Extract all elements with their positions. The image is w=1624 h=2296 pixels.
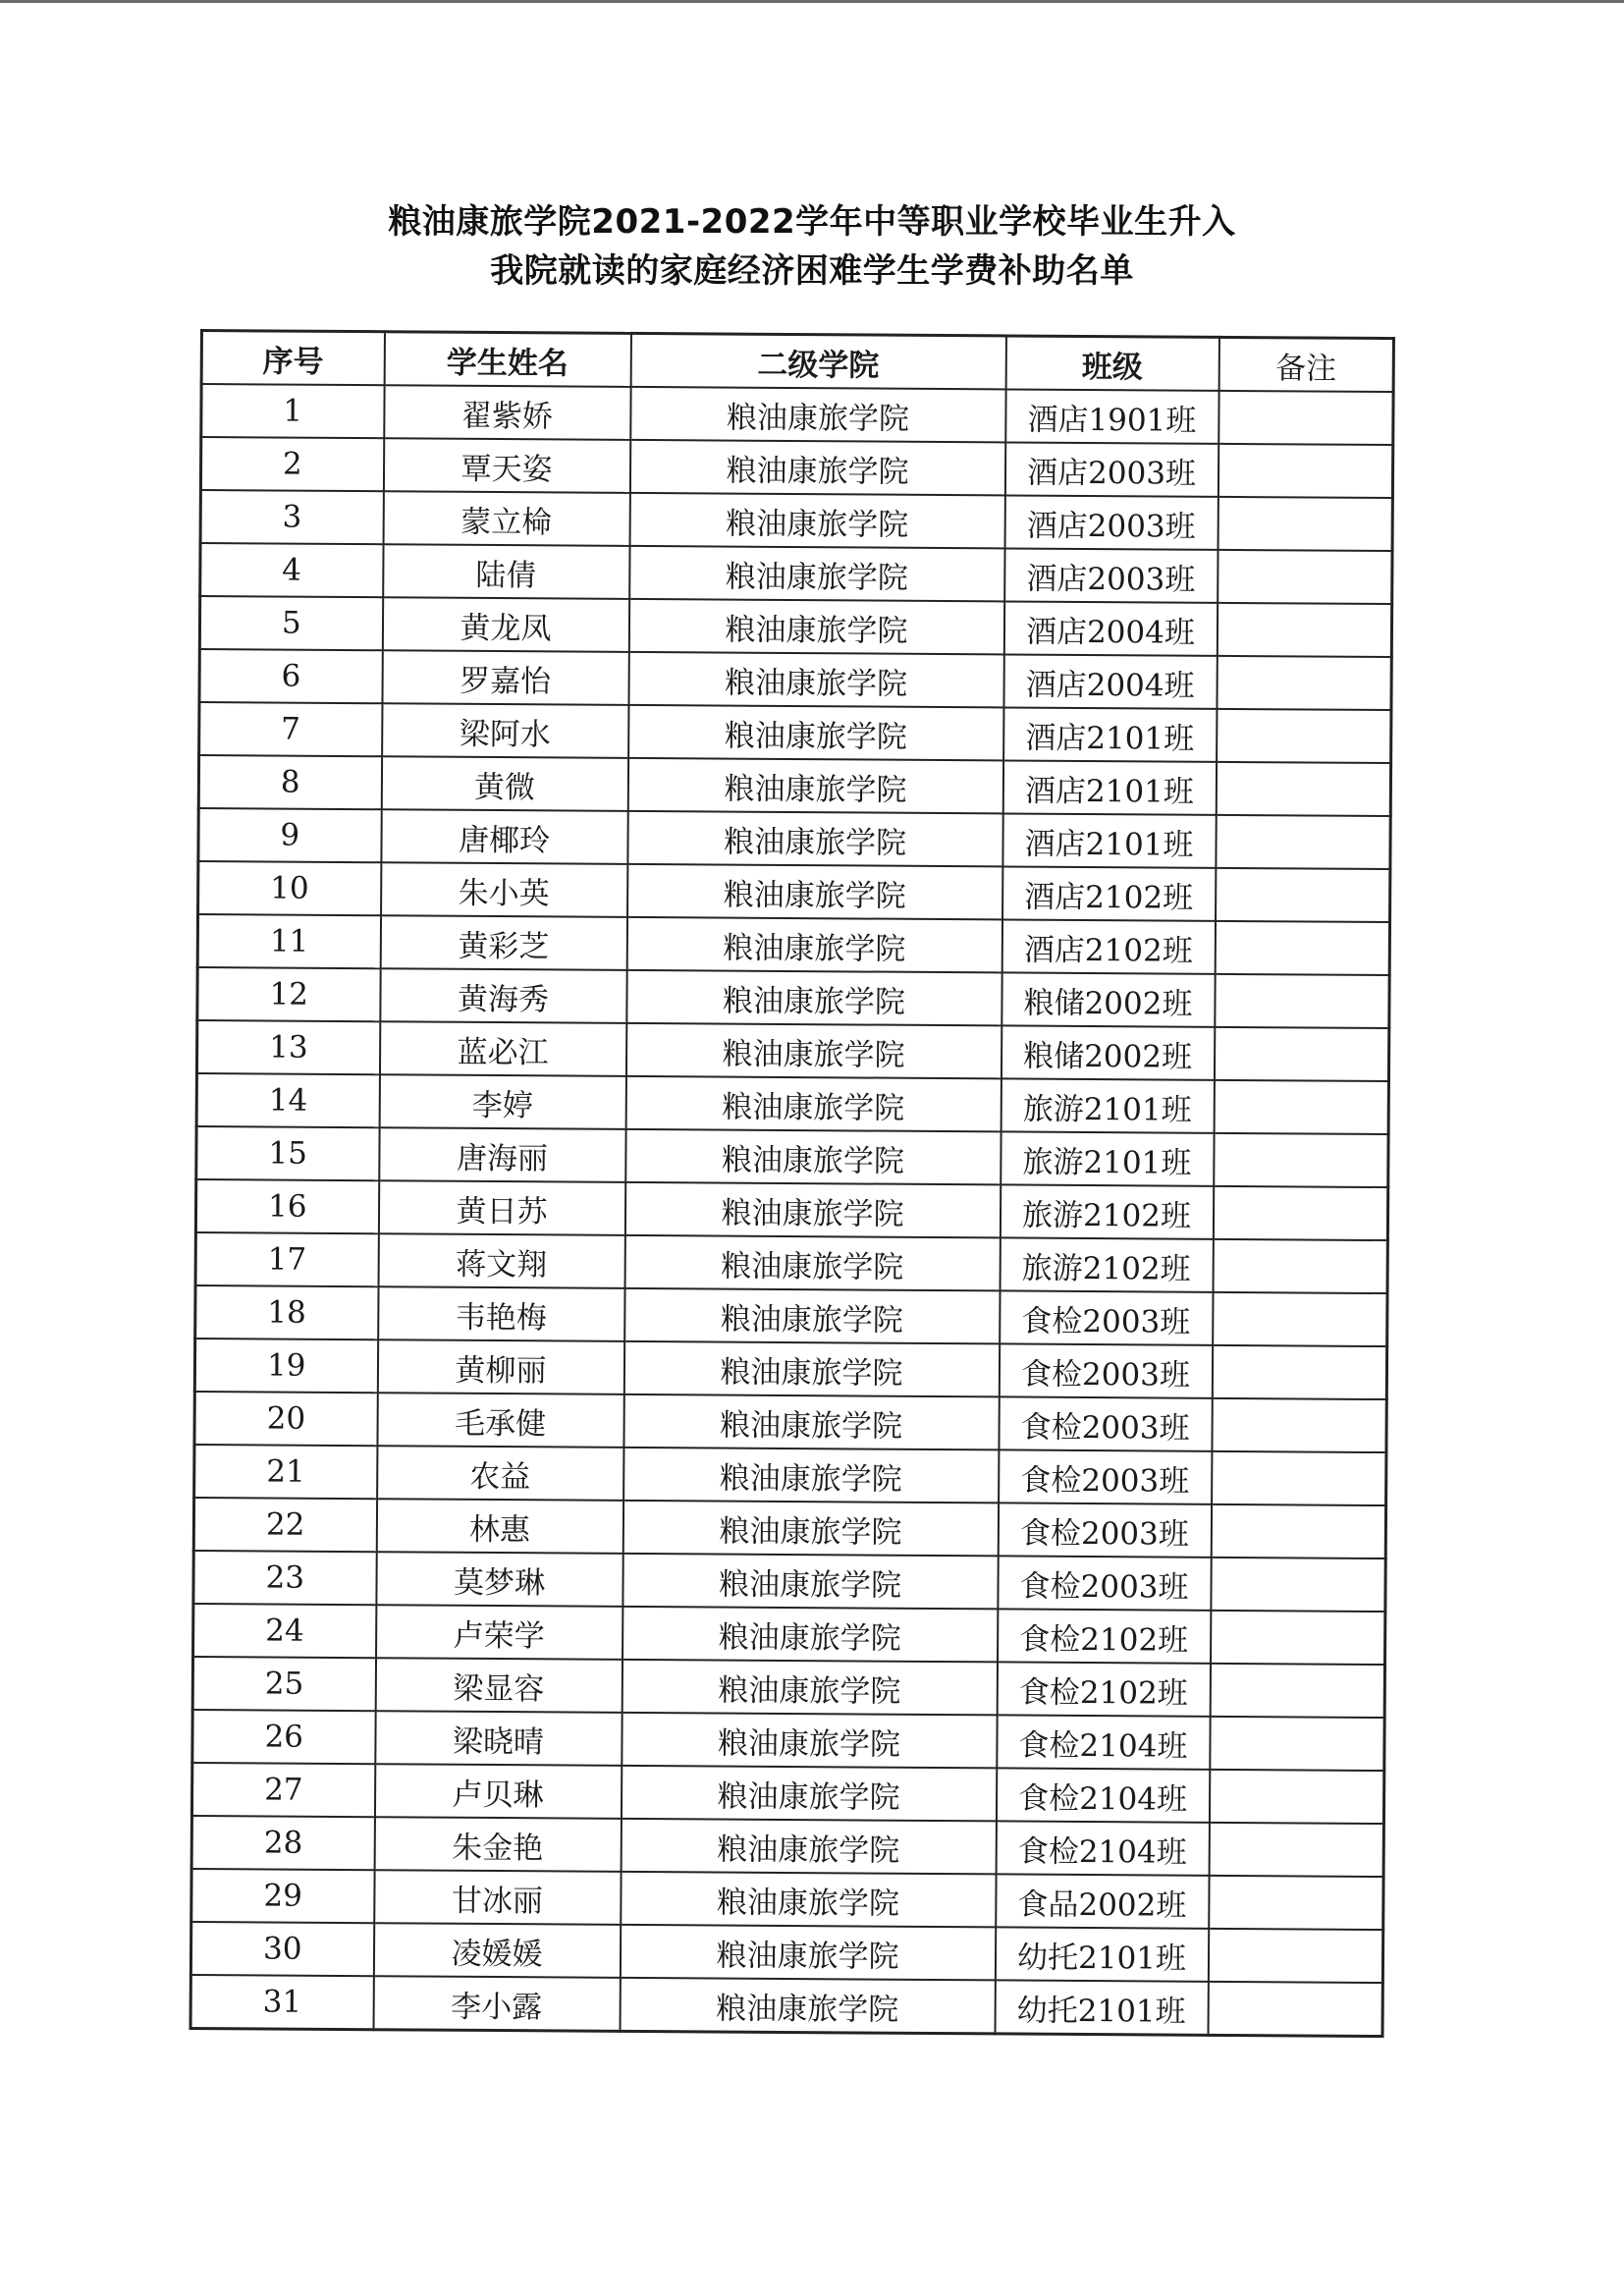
- cell-index: 30: [190, 1922, 373, 1976]
- cell-index: 16: [195, 1179, 378, 1233]
- cell-class: 食检2104班: [996, 1821, 1209, 1875]
- cell-student-name: 朱金艳: [374, 1817, 621, 1872]
- cell-class: 幼托2101班: [995, 1927, 1208, 1981]
- cell-class: 酒店2101班: [1002, 813, 1216, 867]
- cell-student-name: 翟紫娇: [384, 385, 630, 440]
- cell-remark: [1208, 1929, 1382, 1983]
- cell-class: 食检2003班: [999, 1449, 1212, 1503]
- cell-index: 25: [192, 1657, 375, 1711]
- cell-college: 粮油康旅学院: [624, 1288, 1000, 1344]
- table-row: [190, 1975, 1382, 2037]
- cell-college: 粮油康旅学院: [621, 1766, 996, 1822]
- cell-remark: [1213, 1292, 1387, 1346]
- cell-college: 粮油康旅学院: [624, 1182, 1000, 1238]
- cell-class: 酒店2101班: [1002, 760, 1216, 814]
- cell-index: 2: [200, 437, 383, 491]
- cell-remark: [1216, 762, 1390, 816]
- cell-index: 8: [198, 755, 381, 809]
- cell-index: 29: [191, 1869, 374, 1923]
- cell-college: 粮油康旅学院: [626, 917, 1001, 973]
- cell-remark: [1213, 1239, 1387, 1293]
- cell-college: 粮油康旅学院: [623, 1554, 998, 1610]
- header-index: 序号: [201, 331, 384, 386]
- cell-student-name: 梁显容: [375, 1658, 622, 1713]
- cell-remark: [1211, 1504, 1385, 1558]
- table-row: [194, 1339, 1386, 1399]
- cell-student-name: 黄微: [381, 756, 627, 811]
- cell-class: 旅游2102班: [1000, 1184, 1213, 1238]
- cell-college: 粮油康旅学院: [623, 1394, 999, 1450]
- cell-index: 21: [194, 1445, 377, 1499]
- cell-class: 酒店2102班: [1002, 866, 1216, 920]
- cell-index: 7: [199, 702, 382, 756]
- cell-student-name: 李小露: [373, 1976, 620, 2031]
- cell-remark: [1216, 815, 1390, 869]
- cell-college: 粮油康旅学院: [623, 1607, 998, 1663]
- table-row: [195, 1285, 1387, 1346]
- cell-class: 幼托2101班: [995, 1980, 1208, 2035]
- cell-remark: [1217, 603, 1391, 657]
- header-college: 二级学院: [630, 333, 1005, 389]
- cell-remark: [1209, 1770, 1383, 1824]
- cell-student-name: 黄龙凤: [382, 597, 628, 652]
- table-row: [199, 596, 1391, 657]
- cell-index: 23: [193, 1551, 376, 1605]
- cell-college: 粮油康旅学院: [621, 1872, 996, 1928]
- cell-student-name: 莫梦琳: [376, 1552, 623, 1607]
- cell-remark: [1217, 656, 1391, 710]
- cell-college: 粮油康旅学院: [627, 758, 1002, 814]
- table-row: [192, 1710, 1384, 1771]
- cell-remark: [1211, 1558, 1385, 1612]
- cell-class: 食品2002班: [996, 1874, 1209, 1928]
- cell-remark: [1208, 1982, 1382, 2037]
- cell-remark: [1216, 868, 1390, 922]
- cell-class: 食检2102班: [998, 1609, 1211, 1663]
- table-row: [196, 1020, 1388, 1081]
- cell-student-name: 黄彩芝: [380, 915, 626, 970]
- cell-index: 9: [198, 808, 381, 862]
- table-row: [190, 1922, 1382, 1983]
- cell-student-name: 黄海秀: [380, 968, 626, 1023]
- table-row: [197, 967, 1389, 1028]
- cell-index: 15: [196, 1126, 379, 1180]
- cell-class: 旅游2102班: [1000, 1237, 1213, 1291]
- table-row: [201, 384, 1393, 445]
- cell-index: 17: [195, 1232, 378, 1286]
- scan-top-edge: [0, 0, 1624, 3]
- cell-index: 14: [196, 1073, 379, 1127]
- table-row: [194, 1392, 1386, 1452]
- cell-remark: [1210, 1664, 1384, 1718]
- cell-college: 粮油康旅学院: [630, 387, 1005, 443]
- document-title-line-2: 我院就读的家庭经济困难学生学费补助名单: [490, 251, 1134, 291]
- cell-index: 5: [199, 596, 382, 650]
- table-row: [200, 490, 1392, 551]
- cell-student-name: 李婷: [379, 1074, 625, 1129]
- cell-student-name: 朱小英: [381, 862, 627, 917]
- table-row: [200, 437, 1392, 498]
- cell-student-name: 卢荣学: [376, 1605, 623, 1660]
- table-row: [193, 1604, 1385, 1665]
- header-class: 班级: [1005, 336, 1218, 391]
- header-remark: 备注: [1218, 337, 1393, 392]
- table-row: [198, 861, 1390, 922]
- cell-student-name: 陆倩: [383, 544, 629, 599]
- cell-remark: [1213, 1186, 1387, 1240]
- cell-remark: [1212, 1398, 1386, 1452]
- cell-college: 粮油康旅学院: [620, 1978, 995, 2034]
- cell-college: 粮油康旅学院: [629, 546, 1004, 602]
- cell-class: 酒店2004班: [1003, 654, 1217, 708]
- cell-remark: [1210, 1717, 1384, 1771]
- table-row: [193, 1551, 1385, 1612]
- table-row: [194, 1445, 1386, 1505]
- cell-index: 3: [200, 490, 383, 544]
- table-row: [196, 1073, 1388, 1134]
- cell-index: 4: [200, 543, 383, 597]
- cell-student-name: 卢贝琳: [374, 1764, 621, 1819]
- cell-student-name: 蒙立椧: [383, 491, 629, 546]
- cell-college: 粮油康旅学院: [626, 970, 1001, 1026]
- cell-class: 粮储2002班: [1001, 972, 1215, 1026]
- cell-student-name: 甘冰丽: [374, 1870, 621, 1925]
- cell-index: 28: [191, 1816, 374, 1870]
- cell-remark: [1214, 1080, 1388, 1134]
- cell-college: 粮油康旅学院: [627, 811, 1002, 867]
- table-row: [193, 1498, 1385, 1558]
- cell-student-name: 毛承健: [377, 1393, 623, 1448]
- cell-college: 粮油康旅学院: [620, 1925, 995, 1981]
- cell-class: 酒店2102班: [1001, 919, 1215, 973]
- cell-class: 酒店2004班: [1003, 601, 1217, 655]
- cell-student-name: 蓝必江: [379, 1021, 625, 1076]
- table-row: [198, 755, 1390, 816]
- cell-remark: [1217, 709, 1391, 763]
- cell-student-name: 梁晓晴: [375, 1711, 622, 1766]
- table-row: [199, 702, 1391, 763]
- cell-student-name: 林惠: [376, 1499, 623, 1554]
- cell-remark: [1209, 1823, 1383, 1877]
- table-body: [190, 384, 1393, 2037]
- cell-college: 粮油康旅学院: [623, 1501, 998, 1557]
- cell-class: 酒店2003班: [1004, 548, 1218, 602]
- table-row: [192, 1657, 1384, 1718]
- cell-college: 粮油康旅学院: [623, 1448, 999, 1503]
- cell-class: 酒店2101班: [1003, 707, 1217, 761]
- cell-student-name: 韦艳梅: [378, 1286, 624, 1341]
- cell-class: 食检2003班: [1000, 1290, 1213, 1344]
- cell-index: 10: [198, 861, 381, 915]
- cell-student-name: 唐海丽: [379, 1127, 625, 1182]
- cell-college: 粮油康旅学院: [623, 1341, 999, 1397]
- table-row: [200, 543, 1392, 604]
- table-row: [191, 1816, 1383, 1877]
- cell-remark: [1218, 444, 1392, 498]
- cell-class: 旅游2101班: [1001, 1131, 1214, 1185]
- cell-college: 粮油康旅学院: [622, 1660, 997, 1716]
- cell-college: 粮油康旅学院: [628, 705, 1003, 761]
- table-row: [198, 808, 1390, 869]
- cell-class: 食检2003班: [998, 1556, 1211, 1610]
- cell-index: 27: [191, 1763, 374, 1817]
- cell-remark: [1215, 974, 1389, 1028]
- cell-student-name: 蒋文翔: [378, 1233, 624, 1288]
- cell-remark: [1218, 391, 1393, 445]
- cell-remark: [1218, 550, 1392, 604]
- cell-student-name: 覃天姿: [383, 438, 629, 493]
- cell-index: 1: [201, 384, 384, 438]
- cell-college: 粮油康旅学院: [628, 599, 1003, 655]
- table-row: [196, 1126, 1388, 1187]
- cell-index: 12: [197, 967, 380, 1021]
- cell-class: 酒店2003班: [1004, 495, 1218, 549]
- cell-remark: [1214, 1027, 1388, 1081]
- cell-college: 粮油康旅学院: [621, 1819, 996, 1875]
- cell-remark: [1212, 1345, 1386, 1399]
- cell-college: 粮油康旅学院: [624, 1235, 1000, 1291]
- cell-remark: [1209, 1876, 1383, 1930]
- cell-remark: [1211, 1611, 1385, 1665]
- cell-index: 20: [194, 1392, 377, 1446]
- cell-class: 酒店2003班: [1004, 442, 1218, 496]
- cell-college: 粮油康旅学院: [625, 1129, 1001, 1185]
- cell-student-name: 农益: [377, 1446, 623, 1501]
- cell-class: 食检2003班: [998, 1503, 1211, 1557]
- cell-index: 19: [194, 1339, 377, 1393]
- cell-student-name: 罗嘉怡: [382, 650, 628, 705]
- cell-index: 11: [197, 914, 380, 968]
- cell-index: 18: [195, 1285, 378, 1339]
- cell-class: 食检2104班: [996, 1768, 1209, 1822]
- cell-index: 22: [193, 1498, 376, 1552]
- cell-index: 31: [190, 1975, 373, 2030]
- cell-student-name: 梁阿水: [382, 703, 628, 758]
- cell-index: 13: [196, 1020, 379, 1074]
- cell-remark: [1218, 497, 1392, 551]
- cell-college: 粮油康旅学院: [627, 864, 1002, 920]
- cell-index: 6: [199, 649, 382, 703]
- cell-college: 粮油康旅学院: [622, 1713, 997, 1769]
- table-header-row: [201, 331, 1393, 393]
- cell-college: 粮油康旅学院: [629, 440, 1004, 496]
- cell-class: 食检2003班: [999, 1343, 1212, 1397]
- table-row: [199, 649, 1391, 710]
- cell-student-name: 黄日苏: [378, 1180, 624, 1235]
- cell-remark: [1212, 1451, 1386, 1505]
- document-title-line-1: 粮油康旅学院2021-2022学年中等职业学校毕业生升入: [388, 202, 1236, 242]
- cell-class: 粮储2002班: [1001, 1025, 1214, 1079]
- cell-college: 粮油康旅学院: [625, 1076, 1001, 1132]
- cell-student-name: 凌媛媛: [373, 1923, 620, 1978]
- cell-student-name: 黄柳丽: [377, 1339, 623, 1394]
- cell-college: 粮油康旅学院: [629, 493, 1004, 549]
- cell-class: 酒店1901班: [1005, 389, 1218, 443]
- header-student-name: 学生姓名: [384, 332, 630, 387]
- table-row: [191, 1763, 1383, 1824]
- table-row: [195, 1232, 1387, 1293]
- cell-remark: [1215, 921, 1389, 975]
- cell-college: 粮油康旅学院: [625, 1023, 1001, 1079]
- cell-class: 食检2003班: [999, 1396, 1212, 1450]
- cell-remark: [1214, 1133, 1388, 1187]
- cell-college: 粮油康旅学院: [628, 652, 1003, 708]
- table-row: [195, 1179, 1387, 1240]
- cell-class: 旅游2101班: [1001, 1078, 1214, 1132]
- table-row: [197, 914, 1389, 975]
- cell-class: 食检2102班: [997, 1662, 1210, 1716]
- cell-index: 24: [193, 1604, 376, 1658]
- cell-index: 26: [192, 1710, 375, 1764]
- cell-student-name: 唐椰玲: [381, 809, 627, 864]
- table-row: [191, 1869, 1383, 1930]
- subsidy-roster-table: [189, 329, 1395, 2038]
- cell-class: 食检2104班: [997, 1715, 1210, 1769]
